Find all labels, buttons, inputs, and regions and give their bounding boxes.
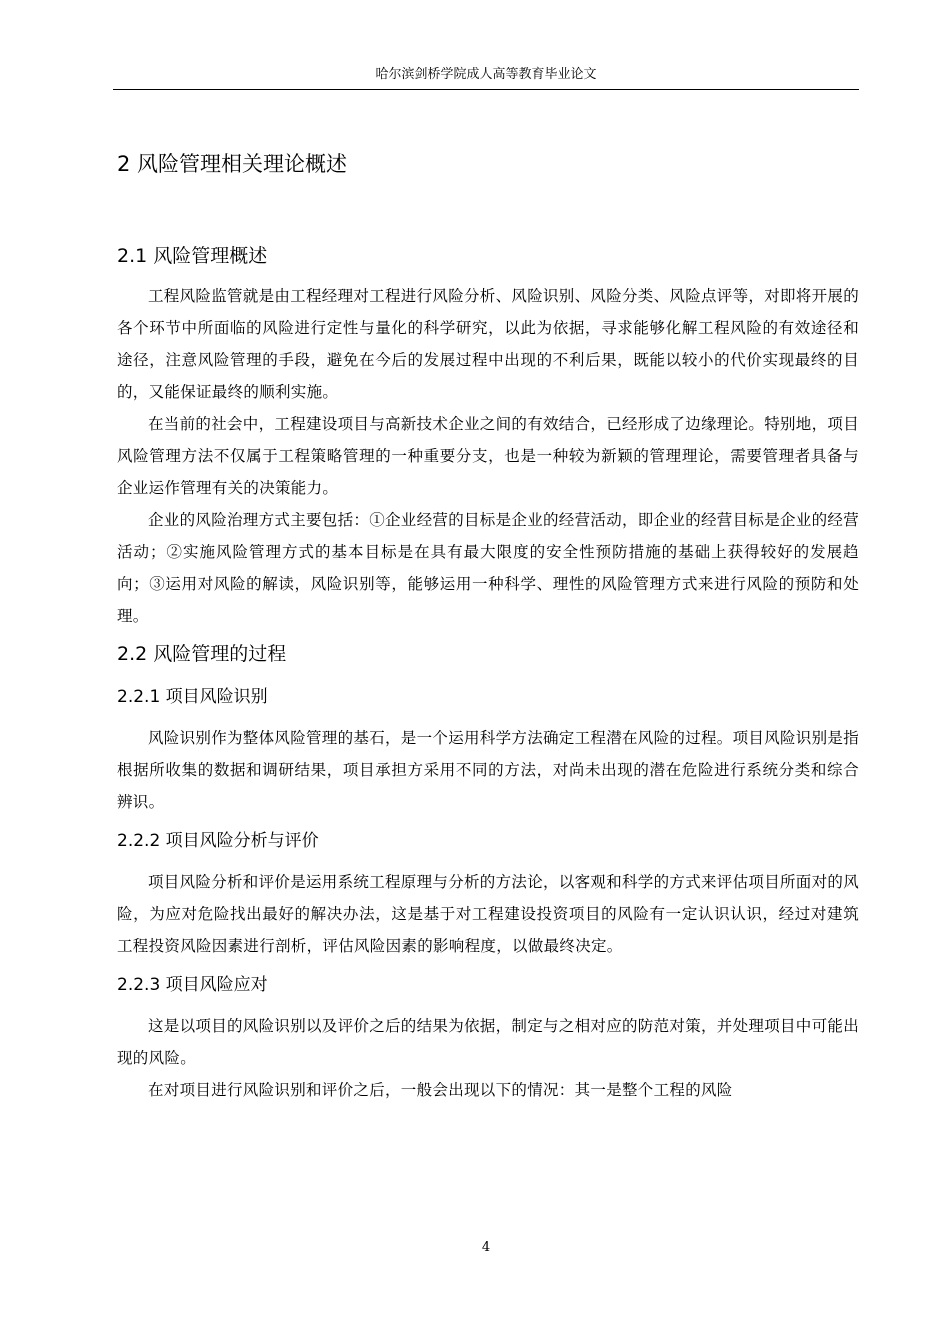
section-heading-2-2: 2.2 风险管理的过程: [117, 643, 287, 665]
paragraph: 在对项目进行风险识别和评价之后，一般会出现以下的情况：其一是整个工程的风险: [148, 1081, 733, 1099]
paragraph: 这是以项目的风险识别以及评价之后的结果为依据，制定与之相对应的防范对策，并处理项目中可能出现的风险。: [117, 1017, 860, 1067]
document-body: [117, 138, 859, 1106]
paragraph: 企业的风险治理方式主要包括：①企业经营的目标是企业的经营活动，即企业的经营目标是企业的经营活动；②实施风险管理方式的基本目标是在具有最大限度的安全性预防措施的基础上获得较好的发展趋向；③运用对风险的解读，风险识别等，能够运用一种科学、理性的风险管理方式来进行风险的预防和处理。: [117, 511, 860, 625]
subsection-heading-2-2-3: 2.2.3 项目风险应对: [117, 975, 268, 995]
page-number: 4: [481, 1240, 491, 1255]
header-divider: [113, 89, 859, 90]
paragraph: 项目风险分析和评价是运用系统工程原理与分析的方法论，以客观和科学的方式来评估项目所面对的风险，为应对危险找出最好的解决办法，这是基于对工程建设投资项目的风险有一定认识认识，经过对建筑工程投资风险因素进行剖析，评估风险因素的影响程度，以做最终决定。: [117, 873, 860, 955]
running-header: 哈尔滨剑桥学院成人高等教育毕业论文: [375, 67, 597, 82]
paragraph: 工程风险监管就是由工程经理对工程进行风险分析、风险识别、风险分类、风险点评等，对即将开展的各个环节中所面临的风险进行定性与量化的科学研究，以此为依据，寻求能够化解工程风险的有效途径和途径，注意风险管理的手段，避免在今后的发展过程中出现的不利后果，既能以较小的代价实现最终的目的，又能保证最终的顺利实施。: [117, 287, 860, 401]
paragraph: 在当前的社会中，工程建设项目与高新技术企业之间的有效结合，已经形成了边缘理论。特别地，项目风险管理方法不仅属于工程策略管理的一种重要分支，也是一种较为新颖的管理理论，需要管理者具备与企业运作管理有关的决策能力。: [117, 415, 860, 497]
subsection-heading-2-2-2: 2.2.2 项目风险分析与评价: [117, 831, 319, 851]
section-heading-2-1: 2.1 风险管理概述: [117, 245, 268, 267]
chapter-title: 2 风险管理相关理论概述: [117, 152, 348, 176]
paragraph: 风险识别作为整体风险管理的基石，是一个运用科学方法确定工程潜在风险的过程。项目风险识别是指根据所收集的数据和调研结果，项目承担方采用不同的方法，对尚未出现的潜在危险进行系统分类和综合辨识。: [117, 729, 860, 811]
subsection-heading-2-2-1: 2.2.1 项目风险识别: [117, 687, 268, 707]
